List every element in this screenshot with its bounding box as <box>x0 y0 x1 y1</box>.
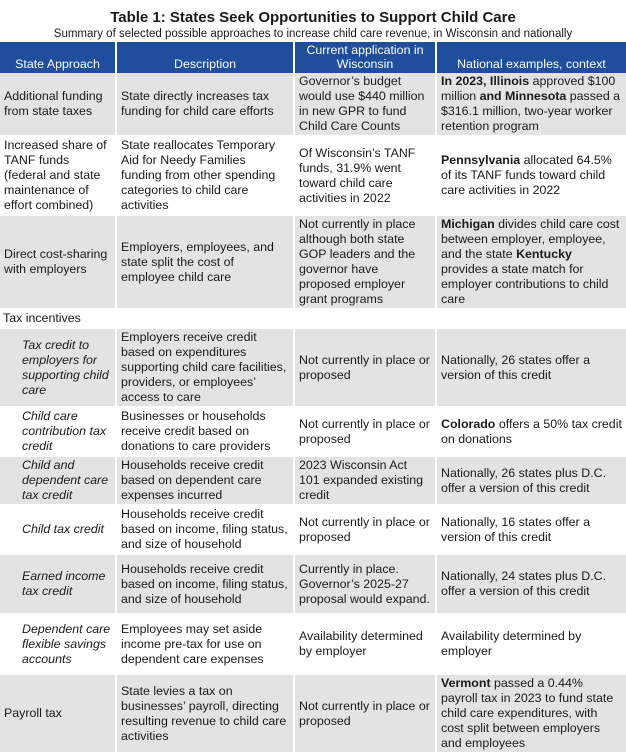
table-row <box>0 215 626 309</box>
section-row <box>0 309 626 328</box>
header-description: Description <box>116 42 294 73</box>
national-text: provides a state match for employer contributions to child care <box>441 262 609 306</box>
table-subtitle: Summary of selected possible approaches to increase child care revenue, in Wisconsin and nationally <box>53 28 573 40</box>
national-text: passed a $316.1 million, two-year worker retention program <box>441 89 621 133</box>
approach-cell: Direct cost-sharing with employers <box>0 215 116 309</box>
national-cell: Nationally, 26 states offer a version of this credit <box>436 328 626 407</box>
state-name: In 2023, Illinois <box>441 74 530 88</box>
wisconsin-cell: Of Wisconsin’s TANF funds, 31.9% went toward child care activities in 2022 <box>294 136 436 215</box>
header-state-approach: State Approach <box>0 42 116 73</box>
description-cell: Households receive credit based on income, filing status, and size of household <box>116 554 294 614</box>
approach-cell: Dependent care flexible savings accounts <box>0 614 116 674</box>
header-national: National examples, context <box>436 42 626 73</box>
approach-cell: Payroll tax <box>0 674 116 753</box>
national-cell <box>436 136 626 215</box>
national-text: allocated 64.5% of its TANF funds toward child care activities in 2022 <box>441 153 612 197</box>
table-row <box>0 328 626 407</box>
state-name: Michigan <box>441 217 495 231</box>
wisconsin-cell: Currently in place. Governor’s 2025-27 proposal would expand. <box>294 554 436 614</box>
approach-cell: Tax credit to employers for supporting child care <box>0 328 116 407</box>
description-cell: Employers, employees, and state split the cost of employee child care <box>116 215 294 309</box>
wisconsin-cell: Not currently in place although both state GOP leaders and the governor have proposed employer grant programs <box>294 215 436 309</box>
table-row <box>0 456 626 505</box>
description-cell: Households receive credit based on income, filing status, and size of household <box>116 505 294 554</box>
section-label: Tax incentives <box>0 309 626 328</box>
wisconsin-cell: 2023 Wisconsin Act 101 expanded existing credit <box>294 456 436 505</box>
national-cell: Nationally, 16 states offer a version of this credit <box>436 505 626 554</box>
wisconsin-cell: Availability determined by employer <box>294 614 436 674</box>
national-text: approved $100 million <box>441 74 616 103</box>
description-cell: Households receive credit based on dependent care expenses incurred <box>116 456 294 505</box>
table-row <box>0 407 626 456</box>
child-care-table <box>0 42 626 754</box>
wisconsin-cell: Governor’s budget would use $440 million in new GPR to fund Child Care Counts <box>294 73 436 136</box>
national-text: offers a 50% tax credit on donations <box>441 416 622 446</box>
state-name: Pennsylvania <box>441 153 521 167</box>
description-cell: State reallocates Temporary Aid for Needy Families funding from other spending categories to child care activities <box>116 136 294 215</box>
description-cell: Employees may set aside income pre-tax for use on dependent care expenses <box>116 614 294 674</box>
wisconsin-cell: Not currently in place or proposed <box>294 407 436 456</box>
national-cell: Nationally, 24 states plus D.C. offer a version of this credit <box>436 554 626 614</box>
national-cell <box>436 73 626 136</box>
description-cell: Employers receive credit based on expenditures supporting child care facilities, providers, or employees’ access to care <box>116 328 294 407</box>
national-text: divides child care cost between employer, employee, and the state <box>441 217 620 261</box>
approach-cell: Earned income tax credit <box>0 554 116 614</box>
table-row <box>0 505 626 554</box>
wisconsin-cell: Not currently in place or proposed <box>294 328 436 407</box>
approach-cell: Child care contribution tax credit <box>0 407 116 456</box>
national-cell: Nationally, 26 states plus D.C. offer a version of this credit <box>436 456 626 505</box>
header-wisconsin: Current application in Wisconsin <box>294 42 436 73</box>
state-name: and Minnesota <box>479 89 567 103</box>
table-row <box>0 73 626 136</box>
table-row <box>0 614 626 674</box>
table-row <box>0 674 626 753</box>
header-row <box>0 42 626 73</box>
state-name: Vermont <box>441 676 491 690</box>
national-cell: Availability determined by employer <box>436 614 626 674</box>
state-name: Kentucky <box>516 247 572 261</box>
table-title: Table 1: States Seek Opportunities to Support Child Care <box>110 9 516 26</box>
approach-cell: Increased share of TANF funds (federal and state maintenance of effort combined) <box>0 136 116 215</box>
description-cell: State levies a tax on businesses’ payroll, directing resulting revenue to child care activities <box>116 674 294 753</box>
table-row <box>0 554 626 614</box>
description-cell: Businesses or households receive credit based on donations to care providers <box>116 407 294 456</box>
wisconsin-cell: Not currently in place or proposed <box>294 674 436 753</box>
wisconsin-cell: Not currently in place or proposed <box>294 505 436 554</box>
description-cell: State directly increases tax funding for child care efforts <box>116 73 294 136</box>
national-cell <box>436 215 626 309</box>
national-cell <box>436 674 626 753</box>
approach-cell: Child tax credit <box>0 505 116 554</box>
approach-cell: Child and dependent care tax credit <box>0 456 116 505</box>
table-row <box>0 136 626 215</box>
state-name: Colorado <box>441 416 496 431</box>
approach-cell: Additional funding from state taxes <box>0 73 116 136</box>
national-cell <box>436 407 626 456</box>
national-text: passed a 0.44% payroll tax in 2023 to fund state child care expenditures, with cost split between employers and employees <box>441 676 614 750</box>
